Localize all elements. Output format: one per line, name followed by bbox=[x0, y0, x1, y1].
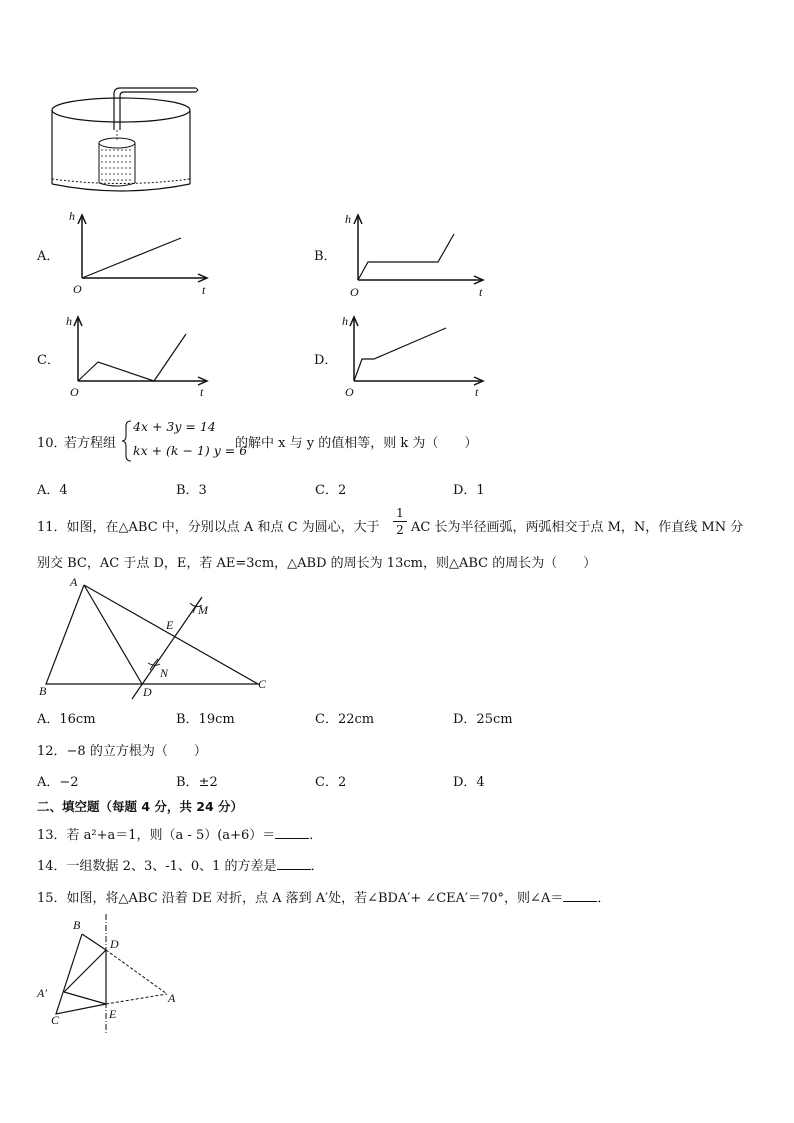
q9-c-origin: O bbox=[70, 385, 79, 399]
q9-c-axis-t: t bbox=[200, 385, 204, 399]
q11-label-a: A bbox=[70, 575, 78, 589]
q9-d-origin: O bbox=[345, 385, 354, 399]
q10-option-b: B．3 bbox=[176, 483, 207, 498]
q9-graph-c bbox=[66, 312, 216, 402]
q15-label-a-prime: A′ bbox=[37, 986, 47, 1000]
q15-label-d: D bbox=[110, 937, 119, 951]
q10-option-a: A．4 bbox=[37, 483, 68, 498]
q15-label-a: A bbox=[168, 991, 176, 1005]
q14-answer-blank[interactable] bbox=[277, 857, 311, 870]
q12-text: 12．−8 的立方根为（ ） bbox=[37, 744, 207, 759]
q10-text-after: 的解中 x 与 y 的值相等，则 k 为（ ） bbox=[235, 436, 478, 451]
q9-d-axis-t: t bbox=[475, 385, 479, 399]
q9-option-d-label: D． bbox=[314, 353, 338, 368]
q10-option-d: D．1 bbox=[453, 483, 485, 498]
q12-option-b: B．±2 bbox=[176, 775, 218, 790]
q14-text-after: ． bbox=[310, 859, 324, 874]
q9-a-axis-t: t bbox=[202, 283, 206, 297]
q12-option-c: C．2 bbox=[315, 775, 347, 790]
q11-line1-b: AC 长为半径画弧，两弧相交于点 M，N，作直线 MN 分 bbox=[411, 520, 744, 535]
q9-b-axis-t: t bbox=[479, 285, 483, 299]
q11-line2: 别交 BC，AC 于点 D，E，若 AE=3cm，△ABD 的周长为 13cm，则△ABC 的周长为（ ） bbox=[37, 556, 597, 571]
q9-d-axis-h: h bbox=[342, 314, 348, 328]
q11-line1-a: 11．如图，在△ABC 中，分别以点 A 和点 C 为圆心，大于 bbox=[37, 520, 380, 535]
q15-text-after: ． bbox=[597, 891, 611, 906]
q9-option-b-label: B． bbox=[314, 249, 337, 264]
q12-option-a: A．−2 bbox=[37, 775, 79, 790]
q11-option-c: C．22cm bbox=[315, 712, 375, 727]
q9-a-origin: O bbox=[73, 282, 82, 296]
q13-answer-blank[interactable] bbox=[275, 826, 309, 839]
q11-option-d: D．25cm bbox=[453, 712, 513, 727]
q9-b-origin: O bbox=[350, 285, 359, 299]
q11-option-b: B．19cm bbox=[176, 712, 235, 727]
q14-text-before: 14．一组数据 2、3、-1、0、1 的方差是 bbox=[37, 859, 277, 874]
q13-text-after: ． bbox=[309, 828, 323, 843]
q15-label-c: C bbox=[51, 1013, 60, 1027]
q9-graph-a bbox=[66, 210, 216, 300]
q11-frac-denominator: 2 bbox=[396, 523, 404, 537]
container-figure bbox=[40, 80, 210, 200]
q9-graph-d bbox=[342, 312, 492, 402]
q11-option-a: A．16cm bbox=[37, 712, 96, 727]
q15-label-e: E bbox=[109, 1007, 117, 1021]
q11-label-c: C bbox=[258, 677, 267, 691]
section2-heading: 二、填空题（每题 4 分，共 24 分） bbox=[37, 799, 244, 814]
q13-text-before: 13．若 a²+a＝1，则（a - 5）(a+6）＝ bbox=[37, 828, 276, 843]
q9-c-axis-h: h bbox=[66, 314, 72, 328]
q15-line bbox=[37, 887, 610, 906]
q14-line bbox=[37, 855, 324, 874]
q9-option-c-label: C． bbox=[37, 353, 60, 368]
q15-fold-figure bbox=[34, 912, 194, 1037]
q11-label-d: D bbox=[143, 685, 152, 699]
q9-a-axis-h: h bbox=[69, 209, 75, 223]
q11-triangle-figure bbox=[36, 575, 276, 700]
q9-b-axis-h: h bbox=[345, 212, 351, 226]
q10-text-before: 若方程组 bbox=[64, 436, 117, 451]
q10-equation-1: 4x + 3y = 14 bbox=[133, 419, 216, 434]
q11-fraction bbox=[393, 506, 407, 537]
q11-frac-numerator: 1 bbox=[396, 506, 404, 520]
q9-graph-b bbox=[342, 210, 492, 300]
q12-option-d: D．4 bbox=[453, 775, 485, 790]
q9-option-a-label: A． bbox=[37, 249, 60, 264]
q10-brace bbox=[122, 420, 132, 462]
q13-line bbox=[37, 824, 322, 843]
q15-label-b: B bbox=[73, 918, 81, 932]
q10-option-c: C．2 bbox=[315, 483, 347, 498]
q15-answer-blank[interactable] bbox=[563, 889, 597, 902]
q15-text-before: 15．如图，将△ABC 沿着 DE 对折，点 A 落到 A′处，若∠BDA′+ ∠CEA′＝70°，则∠A＝ bbox=[37, 891, 564, 906]
q10-number: 10． bbox=[37, 436, 67, 451]
q11-label-m: M bbox=[198, 603, 208, 617]
q11-label-n: N bbox=[160, 666, 169, 680]
q10-equation-2: kx + (k − 1) y = 6 bbox=[133, 443, 248, 458]
q11-label-e: E bbox=[166, 618, 174, 632]
q11-label-b: B bbox=[39, 684, 47, 698]
